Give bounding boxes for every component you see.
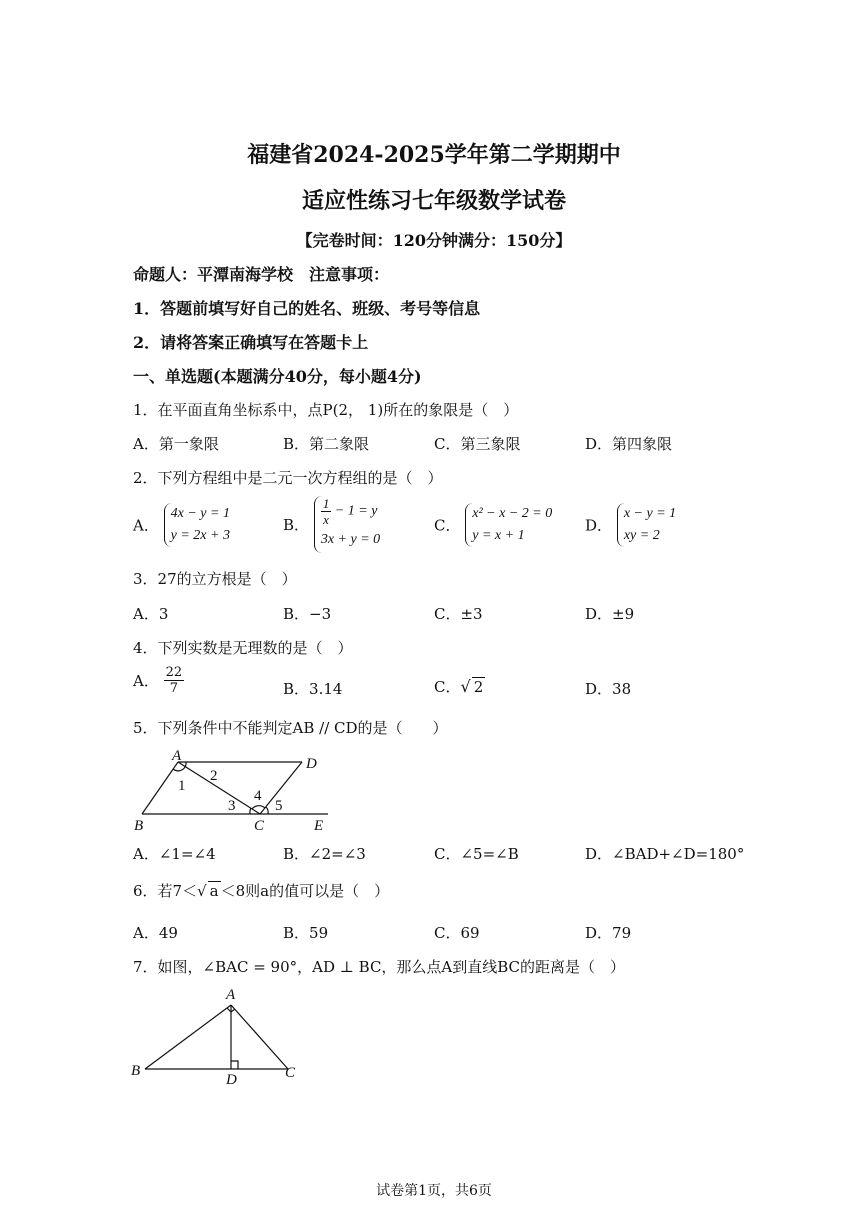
q3-option-d: D．±9	[585, 605, 635, 623]
q4-option-c-label: C．	[434, 678, 461, 696]
q5-angle-4-arc	[252, 806, 265, 809]
q5-option-b: B．∠2=∠3	[283, 845, 366, 863]
q7-label-d: D	[226, 1072, 237, 1087]
q5-label-c: C	[254, 818, 265, 834]
q3-option-c: C．±3	[434, 605, 483, 623]
q6-stem-post: ＜8则a的值可以是（ ）	[220, 882, 390, 900]
question-6-stem	[133, 880, 389, 901]
q6-option-d: D．79	[585, 924, 632, 942]
q6-option-b: B．59	[283, 924, 329, 942]
q2-option-d-system	[617, 503, 676, 547]
q4-option-a	[133, 665, 184, 696]
q2-a-eq1: 4x − y = 1	[170, 506, 230, 521]
q2-b-eq1	[321, 496, 380, 527]
sqrt-icon: √	[460, 677, 471, 696]
q7-line-ab	[145, 1005, 231, 1069]
q5-option-d: D．∠BAD+∠D=180°	[585, 845, 745, 863]
q2-option-d	[585, 503, 676, 547]
q5-line-ac	[178, 762, 260, 814]
question-2-stem: 2．下列方程组中是二元一次方程组的是（ ）	[133, 469, 443, 487]
question-3-stem: 3．27的立方根是（ ）	[133, 570, 297, 588]
q1-option-b: B．第二象限	[283, 435, 370, 453]
q6-option-a: A．49	[133, 924, 178, 942]
q5-label-d: D	[306, 756, 317, 772]
q5-angle-3-arc	[250, 808, 251, 814]
q4-c-radicand: 2	[473, 678, 484, 696]
q5-option-a: A．∠1=∠4	[133, 845, 216, 863]
q2-option-b-label: B．	[283, 516, 310, 534]
q2-d-eq1: x − y = 1	[623, 506, 677, 521]
q6-stem-pre: 6．若7＜	[133, 882, 198, 900]
question-1-stem: 1．在平面直角坐标系中，点P(2， 1)所在的象限是（ ）	[133, 401, 519, 419]
q5-label-a: A	[172, 748, 182, 764]
q7-line-ac	[231, 1005, 288, 1069]
q2-b-denominator: x	[323, 512, 329, 527]
q5-angle-label-2: 2	[210, 768, 218, 784]
q2-c-eq2: y = x + 1	[472, 528, 525, 543]
q4-option-a-label: A．	[133, 672, 159, 690]
q5-line-ab	[142, 762, 178, 814]
q1-option-d: D．第四象限	[585, 435, 673, 453]
q5-label-e: E	[314, 818, 324, 834]
q7-label-b: B	[131, 1063, 141, 1079]
q7-figure	[125, 985, 305, 1087]
q5-angle-5-arc	[266, 807, 268, 814]
question-7-stem: 7．如图，∠BAC = 90°，AD ⊥ BC，那么点A到直线BC的距离是（ ）	[133, 958, 626, 976]
author-line: 命题人：平潭南海学校 注意事项：	[133, 265, 390, 284]
q2-option-a-label: A．	[133, 516, 159, 535]
q2-option-c	[434, 503, 552, 547]
q2-b-eq1-rest: − 1 = y	[331, 503, 378, 519]
q2-option-a	[133, 503, 230, 547]
q2-d-eq2: xy = 2	[623, 528, 660, 543]
q7-right-angle-d	[231, 1061, 238, 1069]
q7-label-a: A	[226, 987, 236, 1003]
exam-title-line1: 福建省2024-2025学年第二学期期中	[247, 142, 621, 168]
q4-option-d: D．38	[585, 680, 632, 698]
q2-option-a-system	[164, 503, 230, 547]
q3-option-b: B．−3	[283, 605, 332, 623]
q6-radicand: a	[209, 882, 219, 900]
q5-angle-label-1: 1	[178, 778, 186, 794]
q2-option-d-label: D．	[585, 516, 613, 535]
q2-option-b-system	[314, 496, 380, 553]
q5-figure	[128, 748, 338, 834]
question-5-stem: 5．下列条件中不能判定AB // CD的是（ ）	[133, 719, 448, 737]
q5-label-b: B	[134, 818, 144, 834]
q4-option-b: B．3.14	[283, 680, 343, 698]
q6-option-c: C．69	[434, 924, 480, 942]
q4-a-denominator: 7	[169, 681, 179, 696]
exam-title-line2: 适应性练习七年级数学试卷	[301, 188, 566, 214]
q2-b-fraction	[321, 496, 332, 527]
q2-b-eq2: 3x + y = 0	[320, 532, 381, 547]
q4-a-numerator: 22	[165, 665, 183, 680]
question-4-stem: 4．下列实数是无理数的是（ ）	[133, 639, 353, 657]
q4-option-c	[434, 676, 485, 697]
q1-option-c: C．第三象限	[434, 435, 521, 453]
sqrt-icon: √	[197, 882, 207, 900]
q1-option-a: A．第一象限	[133, 435, 219, 453]
q5-angle-2-arc	[185, 762, 186, 767]
q5-angle-label-4: 4	[254, 788, 262, 804]
note-2: 2．请将答案正确填写在答题卡上	[133, 333, 369, 352]
q5-option-c: C．∠5=∠B	[434, 845, 519, 863]
q7-label-c: C	[285, 1065, 296, 1081]
exam-info: 【完卷时间：120分钟满分：150分】	[296, 231, 572, 250]
q4-a-fraction	[164, 665, 185, 696]
page-footer: 试卷第1页，共6页	[376, 1183, 492, 1199]
q5-angle-label-5: 5	[275, 798, 283, 814]
q2-option-b	[283, 496, 380, 553]
q2-option-c-label: C．	[434, 516, 461, 535]
q3-option-a: A．3	[133, 605, 169, 623]
q2-option-c-system	[465, 503, 552, 547]
q2-a-eq2: y = 2x + 3	[170, 528, 230, 543]
section-heading: 一、单选题(本题满分40分，每小题4分)	[133, 367, 422, 386]
q2-b-numerator: 1	[322, 496, 330, 511]
q5-angle-label-3: 3	[228, 798, 236, 814]
note-1: 1．答题前填写好自己的姓名、班级、考号等信息	[133, 299, 481, 318]
q2-c-eq1: x² − x − 2 = 0	[472, 506, 553, 521]
